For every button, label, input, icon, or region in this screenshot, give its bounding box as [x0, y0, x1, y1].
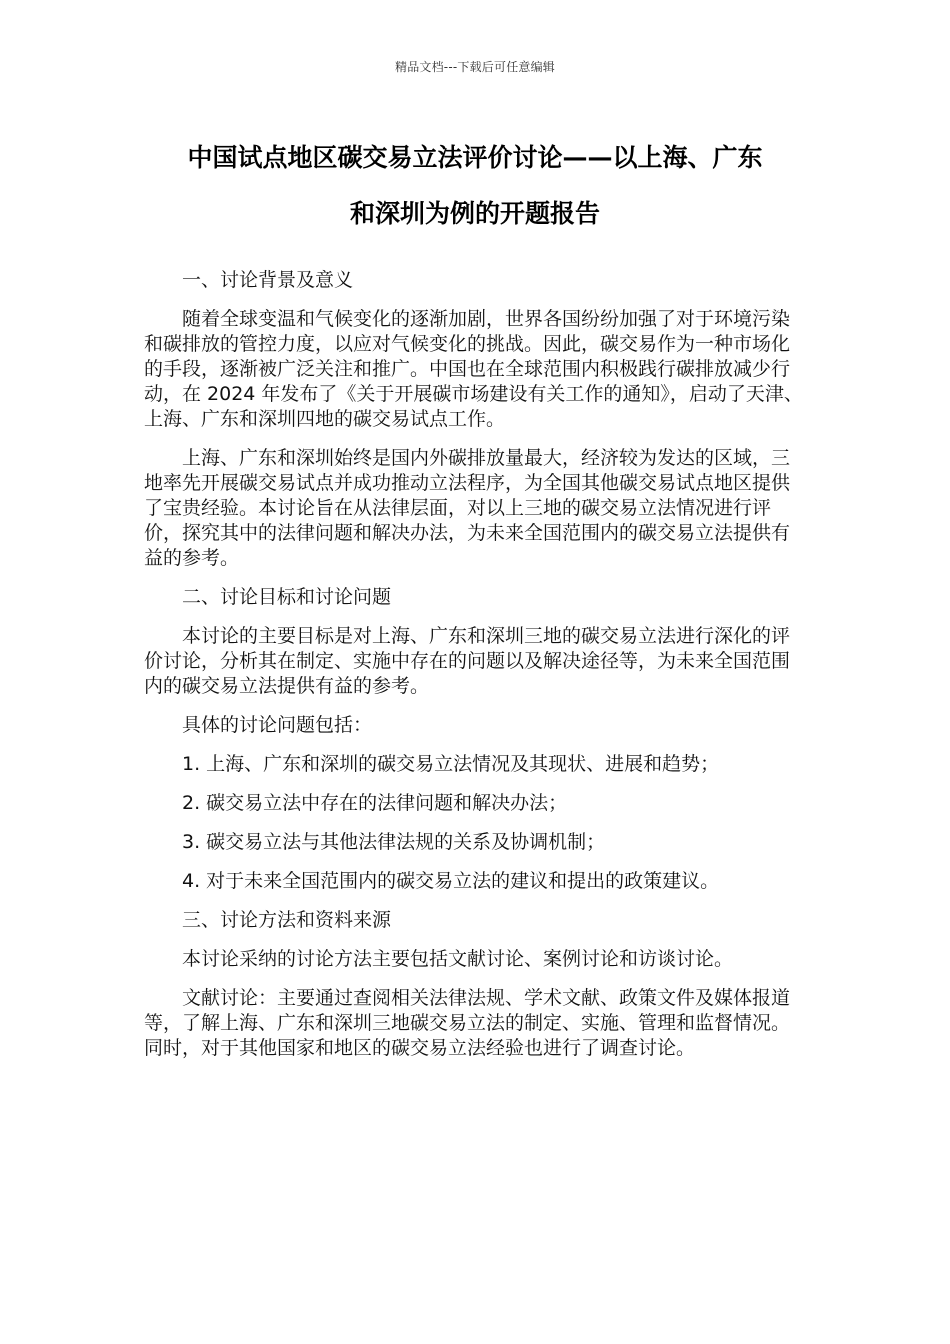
title-line-1: 中国试点地区碳交易立法评价讨论——以上海、广东 — [187, 143, 763, 172]
section-heading-methods: 三、讨论方法和资料来源 — [182, 909, 392, 931]
document-title — [120, 130, 830, 242]
list-item: 4. 对于未来全国范围内的碳交易立法的建议和提出的政策建议。 — [182, 870, 720, 892]
paragraph: 文献讨论：主要通过查阅相关法律法规、学术文献、政策文件及媒体报道等，了解上海、广东和深圳三地碳交易立法的制定、实施、管理和监督情况。同时，对于其他国家和地区的碳交易立法经验也进行了调查讨论。 — [144, 987, 791, 1059]
paragraph: 本讨论采纳的讨论方法主要包括文献讨论、案例讨论和访谈讨论。 — [182, 948, 734, 970]
paragraph: 本讨论的主要目标是对上海、广东和深圳三地的碳交易立法进行深化的评价讨论，分析其在制定、实施中存在的问题以及解决途径等，为未来全国范围内的碳交易立法提供有益的参考。 — [144, 625, 791, 697]
section-heading-background: 一、讨论背景及意义 — [182, 269, 354, 291]
document-body — [144, 268, 804, 1075]
paragraph: 上海、广东和深圳始终是国内外碳排放量最大，经济较为发达的区域，三地率先开展碳交易试点并成功推动立法程序，为全国其他碳交易试点地区提供了宝贵经验。本讨论旨在从法律层面，对以上三地的碳交易立法情况进行评价，探究其中的法律问题和解决办法，为未来全国范围内的碳交易立法提供有益的参考。 — [144, 447, 791, 569]
list-item: 1. 上海、广东和深圳的碳交易立法情况及其现状、进展和趋势； — [182, 753, 720, 775]
paragraph: 具体的讨论问题包括： — [182, 714, 373, 736]
paragraph: 随着全球变温和气候变化的逐渐加剧，世界各国纷纷加强了对于环境污染和碳排放的管控力度，以应对气候变化的挑战。因此，碳交易作为一种市场化的手段，逐渐被广泛关注和推广。中国也在全球范围内积极践行碳排放减少行动，在 2024 年发布了《关于开展碳市场建设有关工作的通知》，启动了天津、上海、广东和深圳四地的碳交易试点工作。 — [144, 308, 803, 430]
list-item: 2. 碳交易立法中存在的法律问题和解决办法； — [182, 792, 568, 814]
header-note: 精品文档---下载后可任意编辑 — [395, 60, 555, 74]
list-item: 3. 碳交易立法与其他法律法规的关系及协调机制； — [182, 831, 606, 853]
title-line-2: 和深圳为例的开题报告 — [349, 199, 600, 228]
section-heading-goals: 二、讨论目标和讨论问题 — [182, 586, 392, 608]
